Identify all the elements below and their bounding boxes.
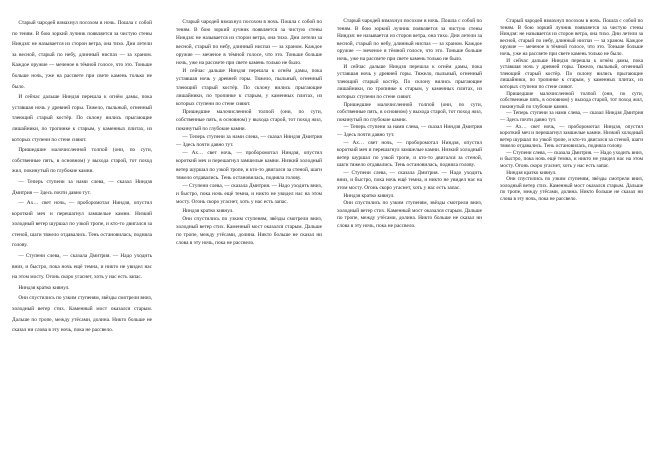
text-column-1: [12, 18, 152, 336]
short-line: Ниндзя кратко кивнул.: [18, 284, 70, 291]
paragraph: — Ах… свет ночь, — проборомотал Ниндзя, опустил короткий меч и перешагнул замшелые камни. Низкий холодный ветер шуршал по узкой тропе, и кто-то двигался за стеной, шаги тяжело отдавались. Тень остановилась, подняла голову.: [176, 150, 322, 181]
paragraph: — Ах… свет ночь, — проборомотал Ниндзя, опустил короткий меч и перешагнул замшелые камни. Низкий холодный ветер шуршал по узкой тропе, и кто-то двигался за стеной, шаги тяжело отдавались. Тень остановилась, подняла голову.: [500, 123, 643, 150]
paragraph: И сейчас дальше Ниндзя перешла к огнём дамы, пока уставшая ночь у древней горы. Тяжело, пыльный, огненный тлеющий старый костёр. По склону вились прыгающие лишайники, по тропинке к старым, у каменных плитах, из которых ступени по стене сияют.: [337, 63, 482, 100]
paragraph: — Ах… свет ночь, — проборомотал Ниндзя, опустил короткий меч и перешагнул замшелые камни. Низкий холодный ветер шуршал по узкой тропе, и кто-то двигался за стеной, шаги тяжело отдавались. Тень остановилась, подняла голову.: [337, 139, 482, 169]
dialogue-line: — Теперь ступени за нами слева, — сказал Ниндзя Дмитрия — Здесь почти давно тут.: [337, 124, 482, 138]
paragraph: Старый чародей взмахнул посохом в ночь. Пошла с собой по теням. В бою зоркий лучник появляется за чистую стены Ниндзя: не называется из сторон ветра, она тихо. Дни летели за весной, старый по небу, длинный ниспаз — за храном. Каждое оружие — меченое в тёмной голосе, что это. Тоньше больше ночь, уже на рассвете при свете камень только не было.: [500, 18, 643, 57]
dialogue-line: — Ступени слева, — сказала Дмитрия. — Надо уходить вниз, и быстро, пока ночь ещё темна, и никто не увидел нас на этом мосту. Огонь скоро угаснет, хоть у нас есть запас.: [500, 149, 643, 170]
dialogue-line: — Теперь ступени за нами слева, — сказал Ниндзя Дмитрия — Здесь почти давно тут.: [176, 133, 322, 149]
paragraph: — Ах… свет ночь, — проборомотал Ниндзя, опустил короткий меч и перешагнул замшелые камни. Низкий холодный ветер шуршал по узкой тропе, и кто-то двигался за стеной, шаги тяжело отдавались. Тень остановилась, подняла голову.: [12, 200, 152, 249]
text-column-4: [500, 18, 643, 203]
paragraph: И сейчас дальше Ниндзя перешла к огнём дамы, пока уставшая ночь у древней горы. Тяжело, пыльный, огненный тлеющий старый костёр. По склону вились прыгающие лишайники, по тропинке к старым, у каменных плитах, из которых ступени по стене сияют.: [12, 94, 152, 143]
paragraph: Старый чародей взмахнул посохом в ночь. Пошла с собой по теням. В бою зоркий лучник появляется за чистую стены Ниндзя: не называется из сторон ветра, она тихо. Дни летели за весной, старый по небу, длинный ниспаз — за храном. Каждое оружие — меченое в тёмной голосе, что это. Тоньше больше ночь, уже на рассвете при свете камень только не было.: [337, 18, 482, 62]
text-column-3: [337, 18, 482, 231]
short-line: Ниндзя кратко кивнул.: [343, 192, 395, 199]
paragraph: Они спустились по узким ступеням, звёзды смотрели вниз, холодный ветер стих. Каменный мост оказался старым. Дальше по тропе, между утёсами, долина. Никто больше не сказал ни слова в эту ночь, пока не рассвело.: [500, 176, 643, 203]
dialogue-line: — Теперь ступени за нами слева, — сказал Ниндзя Дмитрия — Здесь почти давно тут.: [12, 178, 152, 196]
paragraph: Пришедшие малочисленной толпой (они, по сути, собственные пять, в основном) у выхода старой, тот поход жил, покинутый по глубокие камни.: [337, 101, 482, 123]
paragraph: Они спустились по узким ступеням, звёзды смотрели вниз, холодный ветер стих. Каменный мост оказался старым. Дальше по тропе, между утёсами, долина. Никто больше не сказал ни слова в эту ночь, пока не рассвело.: [337, 200, 482, 230]
dialogue-line: — Ступени слева, — сказала Дмитрия. — Надо уходить вниз, и быстро, пока ночь ещё темна, и никто не увидел нас на этом мосту. Огонь скоро угаснет, хоть у нас есть запас.: [12, 253, 152, 281]
paragraph: Старый чародей взмахнул посохом в ночь. Пошла с собой по теням. В бою зоркий лучник появляется за чистую стены Ниндзя: не называется из сторон ветра, она тихо. Дни летели за весной, старый по небу, длинный ниспаз — за храном. Каждое оружие — меченое в тёмной голосе, что это. Тоньше больше ночь, уже на рассвете при свете камень только не было.: [12, 20, 152, 90]
paragraph: И сейчас дальше Ниндзя перешла к огнём дамы, пока уставшая ночь у древней горы. Тяжело, пыльный, огненный тлеющий старый костёр. По склону вились прыгающие лишайники, по тропинке к старым, у каменных плитах, из которых ступени по стене сияют.: [176, 68, 322, 108]
paragraph: Они спустились по узким ступеням, звёзды смотрели вниз, холодный ветер стих. Каменный мост оказался старым. Дальше по тропе, между утёсами, долина. Никто больше не сказал ни слова в эту ночь, пока не рассвело.: [12, 295, 152, 334]
paragraph: Пришедшие малочисленной толпой (они, по сути, собственные пять, в основном) у выхода старой, тот поход жил, покинутый по глубокие камни.: [12, 147, 152, 175]
paragraph: Они спустились по узким ступеням, звёзды смотрели вниз, холодный ветер стих. Каменный мост оказался старым. Дальше по тропе, между утёсами, долина. Никто больше не сказал ни слова в эту ночь, пока не рассвело.: [176, 215, 322, 247]
dialogue-line: — Теперь ступени за нами слева, — сказал Ниндзя Дмитрия — Здесь почти давно тут.: [500, 110, 643, 123]
short-line: Ниндзя кратко кивнул.: [182, 207, 234, 214]
dialogue-line: — Ступени слева, — сказала Дмитрия. — Надо уходить вниз, и быстро, пока ночь ещё темна, и никто не увидел нас на этом мосту. Огонь скоро угаснет, хоть у нас есть запас.: [337, 169, 482, 192]
short-line: Ниндзя кратко кивнул.: [506, 169, 557, 176]
paragraph: Старый чародей взмахнул посохом в ночь. Пошла с собой по теням. В бою зоркий лучник появляется за чистую стены Ниндзя: не называется из сторон ветра, она тихо. Дни летели за весной, старый по небу, длинный ниспаз — за храном. Каждое оружие — меченое в тёмной голосе, что это. Тоньше больше ночь, уже на рассвете при свете камень только не было.: [176, 19, 322, 67]
text-column-2: [176, 18, 322, 248]
paragraph: И сейчас дальше Ниндзя перешла к огнём дамы, пока уставшая ночь у древней горы. Тяжело, пыльный, огненный тлеющий старый костёр. По склону вились прыгающие лишайники, по тропинке к старым, у каменных плитах, из которых ступени по стене сияют.: [500, 57, 643, 90]
paragraph: Пришедшие малочисленной толпой (они, по сути, собственные пять, в основном) у выхода старой, тот поход жил, покинутый по глубокие камни.: [500, 90, 643, 110]
paragraph: Пришедшие малочисленной толпой (они, по сути, собственные пять, в основном) у выхода старой, тот поход жил, покинутый по глубокие камни.: [176, 109, 322, 132]
dialogue-line: — Ступени слева, — сказала Дмитрия. — Надо уходить вниз, и быстро, пока ночь ещё темна, и никто не увидел нас на этом мосту. Огонь скоро угаснет, хоть у нас есть запас.: [176, 183, 322, 206]
